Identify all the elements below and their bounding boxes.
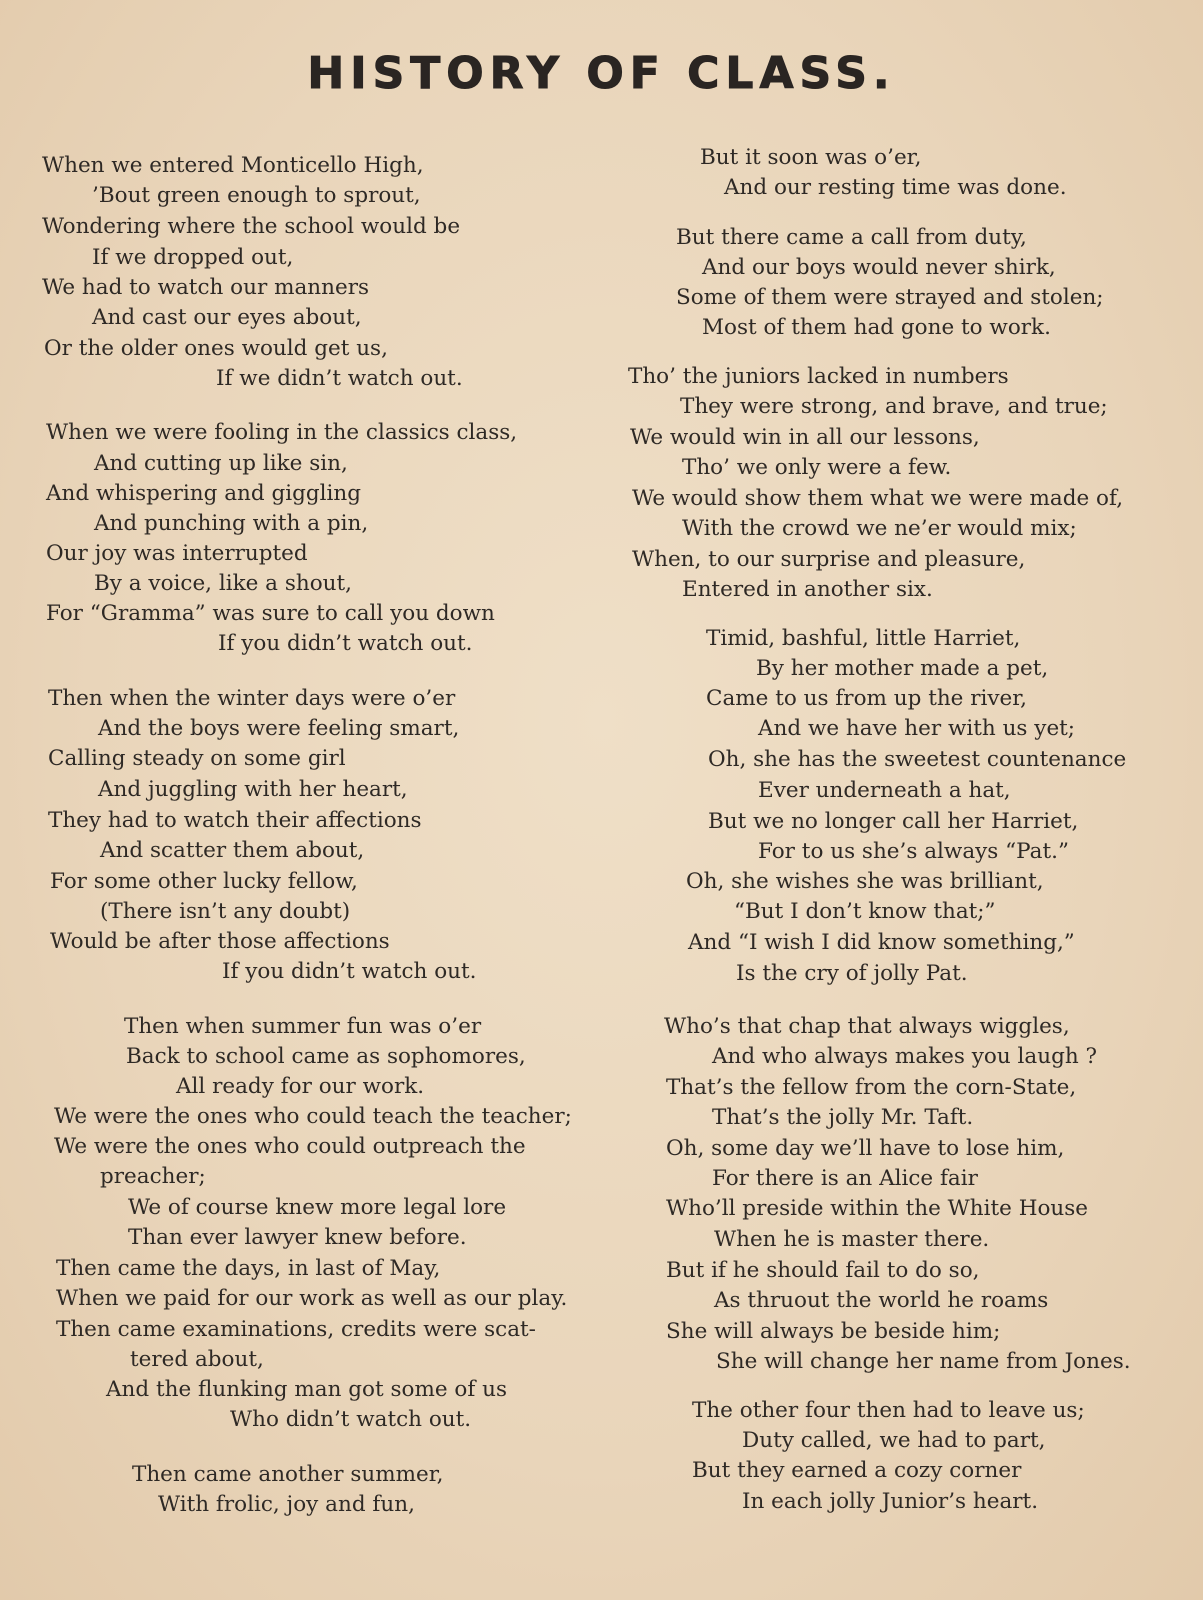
poem-line: But there came a call from duty, xyxy=(676,225,1027,250)
poem-line: And we have her with us yet; xyxy=(758,716,1076,741)
poem-line: That’s the fellow from the corn-State, xyxy=(666,1075,1077,1100)
poem-line: If we didn’t watch out. xyxy=(216,366,463,391)
poem-line: Then when the winter days were o’er xyxy=(48,686,456,711)
poem-line: We of course knew more legal lore xyxy=(128,1195,507,1220)
poem-line: All ready for our work. xyxy=(176,1074,425,1099)
poem-line: Calling steady on some girl xyxy=(48,746,346,771)
poem-line: Tho’ the juniors lacked in numbers xyxy=(628,364,1009,389)
poem-line: We would win in all our lessons, xyxy=(630,425,980,450)
poem-line: We were the ones who could outpreach the xyxy=(54,1134,526,1159)
poem-line: Who didn’t watch out. xyxy=(230,1407,472,1432)
poem-line: Then came another summer, xyxy=(132,1462,444,1487)
poem-line: With frolic, joy and fun, xyxy=(158,1492,415,1517)
poem-line: And the flunking man got some of us xyxy=(106,1377,508,1402)
poem-line: Oh, she wishes she was brilliant, xyxy=(686,869,1044,894)
poem-line: Then came the days, in last of May, xyxy=(56,1256,441,1281)
poem-line: “But I don’t know that;” xyxy=(734,899,996,924)
page-title: HISTORY OF CLASS. xyxy=(307,48,896,99)
poem-line: (There isn’t any doubt) xyxy=(100,899,351,924)
poem-line: For some other lucky fellow, xyxy=(50,869,358,894)
poem-line: Most of them had gone to work. xyxy=(702,315,1051,340)
poem-line: Wondering where the school would be xyxy=(42,214,461,239)
poem-line: In each jolly Junior’s heart. xyxy=(742,1489,1039,1514)
poem-line: Ever underneath a hat, xyxy=(758,778,1011,803)
poem-line: When we paid for our work as well as our play. xyxy=(56,1286,568,1311)
poem-line: Is the cry of jolly Pat. xyxy=(736,961,968,986)
poem-line: But we no longer call her Harriet, xyxy=(708,809,1079,834)
poem-line: Timid, bashful, little Harriet, xyxy=(706,626,1021,651)
poem-line: Duty called, we had to part, xyxy=(742,1428,1046,1453)
poem-line: When we were fooling in the classics class, xyxy=(46,420,518,445)
poem-line: And “I wish I did know something,” xyxy=(688,930,1075,955)
poem-line: For there is an Alice fair xyxy=(712,1166,978,1191)
poem-line: Then came examinations, credits were scat- xyxy=(56,1317,536,1342)
poem-line: Tho’ we only were a few. xyxy=(682,455,952,480)
poem-line: ’Bout green enough to sprout, xyxy=(92,183,421,208)
poem-line: And cutting up like sin, xyxy=(94,451,348,476)
poem-line: If you didn’t watch out. xyxy=(218,631,473,656)
poem-line: And juggling with her heart, xyxy=(98,777,408,802)
poem-line: They had to watch their affections xyxy=(48,808,422,833)
poem-line: She will change her name from Jones. xyxy=(716,1349,1131,1374)
poem-line: For to us she’s always “Pat.” xyxy=(758,839,1069,864)
poem-line: Back to school came as sophomores, xyxy=(126,1044,526,1069)
poem-line: Or the older ones would get us, xyxy=(44,336,388,361)
poem-line: We had to watch our manners xyxy=(42,275,370,300)
poem-line: If we dropped out, xyxy=(92,245,294,270)
poem-line: And scatter them about, xyxy=(100,838,365,863)
poem-line: As thruout the world he roams xyxy=(714,1288,1049,1313)
poem-line: The other four then had to leave us; xyxy=(692,1398,1085,1423)
poem-line: We would show them what we were made of, xyxy=(632,486,1124,511)
poem-line: If you didn’t watch out. xyxy=(222,959,477,984)
poem-line: And who always makes you laugh ? xyxy=(712,1044,1098,1069)
poem-line: Came to us from up the river, xyxy=(706,686,1028,711)
poem-line: preacher; xyxy=(100,1164,206,1189)
poem-line: And the boys were feeling smart, xyxy=(98,716,460,741)
poem-line: We were the ones who could teach the teacher; xyxy=(54,1104,572,1129)
poem-line: Who’s that chap that always wiggles, xyxy=(664,1014,1070,1039)
poem-line: And punching with a pin, xyxy=(94,511,369,536)
poem-line: Who’ll preside within the White House xyxy=(666,1196,1088,1221)
poem-line: And cast our eyes about, xyxy=(92,305,362,330)
poem-line: They were strong, and brave, and true; xyxy=(680,394,1108,419)
poem-line: Oh, some day we’ll have to lose him, xyxy=(666,1136,1065,1161)
poem-line: And our resting time was done. xyxy=(724,175,1067,200)
poem-line: And whispering and giggling xyxy=(46,481,362,506)
poem-line: tered about, xyxy=(130,1347,264,1372)
poem-line: For “Gramma” was sure to call you down xyxy=(46,601,495,626)
poem-line: But they earned a cozy corner xyxy=(692,1458,1022,1483)
poem-line: Entered in another six. xyxy=(682,577,933,602)
poem-line: With the crowd we ne’er would mix; xyxy=(682,516,1077,541)
poem-line: Then when summer fun was o’er xyxy=(124,1014,482,1039)
poem-line: By a voice, like a shout, xyxy=(94,571,352,596)
poem-line: Our joy was interrupted xyxy=(46,541,308,566)
poem-line: That’s the jolly Mr. Taft. xyxy=(712,1105,974,1130)
poem-line: Than ever lawyer knew before. xyxy=(128,1225,467,1250)
poem-line: Some of them were strayed and stolen; xyxy=(676,285,1104,310)
poem-line: But if he should fail to do so, xyxy=(666,1258,980,1283)
poem-line: But it soon was o’er, xyxy=(700,145,922,170)
poem-line: She will always be beside him; xyxy=(666,1319,1001,1344)
poem-line: When we entered Monticello High, xyxy=(42,153,424,178)
poem-line: By her mother made a pet, xyxy=(756,656,1049,681)
poem-line: And our boys would never shirk, xyxy=(702,255,1056,280)
poem-line: When, to our surprise and pleasure, xyxy=(632,547,1026,572)
poem-line: When he is master there. xyxy=(714,1227,990,1252)
poem-line: Oh, she has the sweetest countenance xyxy=(708,747,1127,772)
poem-line: Would be after those affections xyxy=(50,929,390,954)
